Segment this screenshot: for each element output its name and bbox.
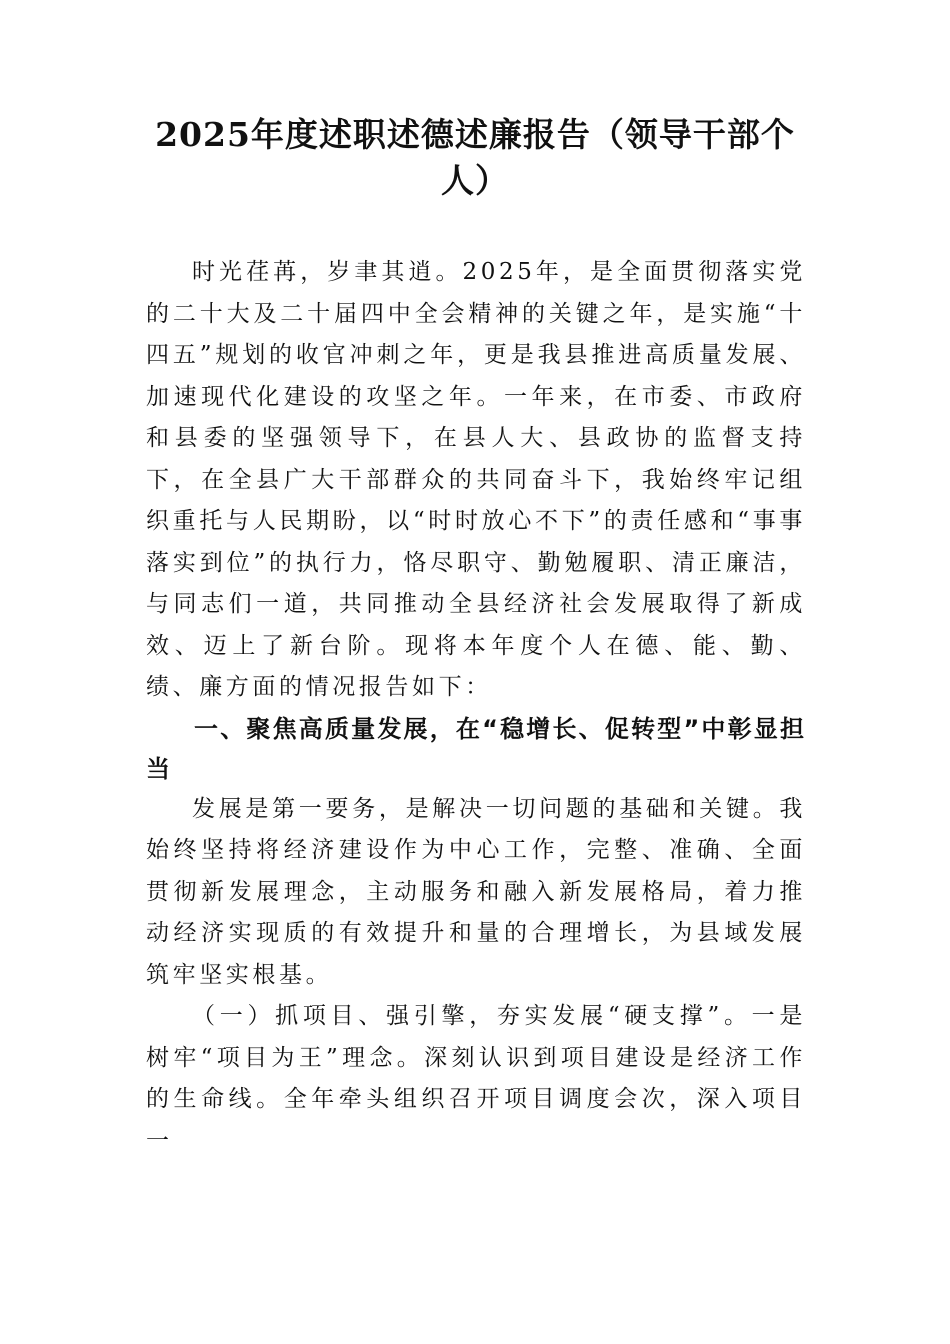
document-title: 2025年度述职述德述廉报告（领导干部个人） <box>155 115 795 200</box>
section-1-paragraph: 发展是第一要务，是解决一切问题的基础和关键。我始终坚持将经济建设作为中心工作，完整、准确、全面贯彻新发展理念，主动服务和融入新发展格局，着力推动经济实现质的有效提升和量的合理增长，为县域发展筑牢坚实根基。 <box>146 795 806 988</box>
document-body <box>146 252 806 1162</box>
section-heading-1: 一、聚焦高质量发展，在“稳增长、促转型”中彰显担当 <box>146 714 806 783</box>
intro-paragraph: 时光荏苒，岁聿其逍。2025年，是全面贯彻落实党的二十大及二十届四中全会精神的关键之年，是实施“十四五”规划的收官冲刺之年，更是我县推进高质量发展、加速现代化建设的攻坚之年。一年来，在市委、市政府和县委的坚强领导下，在县人大、县政协的监督支持下，在全县广大干部群众的共同奋斗下，我始终牢记组织重托与人民期盼，以“时时放心不下”的责任感和“事事落实到位”的执行力，恪尽职守、勤勉履职、清正廉洁，与同志们一道，共同推动全县经济社会发展取得了新成效、迈上了新台阶。现将本年度个人在德、能、勤、绩、廉方面的情况报告如下： <box>146 259 806 700</box>
subsection-1-paragraph: （一）抓项目、强引擎，夯实发展“硬支撑”。一是树牢“项目为王”理念。深刻认识到项目建设是经济工作的生命线。全年牵头组织召开项目调度会次，深入项目一 <box>146 1003 806 1154</box>
